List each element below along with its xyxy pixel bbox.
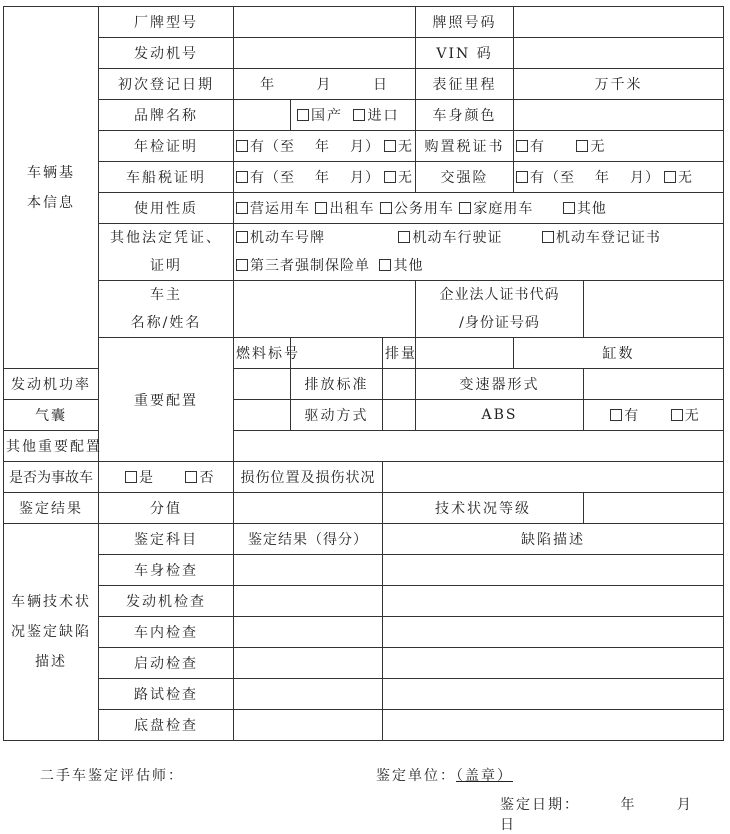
usage-option-label: 公务用车 xyxy=(393,201,454,217)
owner-id-label-line2: /身份证号码 xyxy=(459,315,540,331)
insurance-options xyxy=(514,162,724,193)
year-label: 年 xyxy=(315,170,330,186)
inspection-defect-field[interactable] xyxy=(383,617,724,648)
vin-field[interactable] xyxy=(514,38,724,69)
vessel-tax-options xyxy=(234,162,416,193)
to-label: 至 xyxy=(280,139,295,155)
vessel-tax-label: 车船税证明 xyxy=(99,162,234,193)
config-section: 重要配置 xyxy=(99,338,234,462)
inspection-cert-label: 年检证明 xyxy=(99,131,234,162)
to-label: 至 xyxy=(280,170,295,186)
inspection-section-line2: 况鉴定缺陷 xyxy=(11,624,91,640)
purchase-have-checkbox[interactable] xyxy=(516,140,528,152)
inspection-defect-field[interactable] xyxy=(383,710,724,741)
accident-yes-checkbox[interactable] xyxy=(125,471,137,483)
have-label: 有 xyxy=(530,170,546,186)
inspection-result-field[interactable] xyxy=(234,586,383,617)
emission-label: 排放标准 xyxy=(291,369,383,400)
inspection-section-line1: 车辆技术状 xyxy=(11,594,91,610)
result-label: 鉴定结果 xyxy=(4,493,99,524)
inspection-defect-field[interactable] xyxy=(383,586,724,617)
imported-checkbox[interactable] xyxy=(353,109,365,121)
inspection-defect-field[interactable] xyxy=(383,648,724,679)
owner-field[interactable] xyxy=(234,281,416,338)
paren-close: ） xyxy=(365,170,380,186)
none-label: 无 xyxy=(398,139,413,155)
inspection-section xyxy=(4,524,99,741)
first-reg-field[interactable] xyxy=(234,69,416,100)
month-label: 月 xyxy=(350,170,365,186)
drive-label: 驱动方式 xyxy=(291,400,383,431)
year-label: 年 xyxy=(595,170,611,186)
inspection-item-chassis: 底盘检查 xyxy=(99,710,234,741)
purchase-tax-label: 购置税证书 xyxy=(416,131,514,162)
yes-label: 是 xyxy=(139,470,155,486)
brand-model-label: 厂牌型号 xyxy=(99,7,234,38)
usage-checkbox-family[interactable] xyxy=(459,202,471,214)
purchase-none-checkbox[interactable] xyxy=(576,140,588,152)
other-config-field[interactable] xyxy=(234,431,724,462)
owner-id-label-line1: 企业法人证书代码 xyxy=(439,287,560,303)
insurance-label: 交强险 xyxy=(416,162,514,193)
have-label: 有 xyxy=(530,139,547,155)
fuel-field[interactable] xyxy=(291,338,383,369)
insurance-none-checkbox[interactable] xyxy=(664,171,676,183)
docs-checkbox-plate[interactable] xyxy=(236,231,248,243)
usage-checkbox-taxi[interactable] xyxy=(315,202,327,214)
date-day: 日 xyxy=(372,77,389,93)
power-field[interactable] xyxy=(234,369,291,400)
damage-label: 损伤位置及损伤状况 xyxy=(234,462,383,493)
inspection-result-field[interactable] xyxy=(234,710,383,741)
accident-no-checkbox[interactable] xyxy=(185,471,197,483)
docs-checkbox-registration[interactable] xyxy=(542,231,554,243)
inspection-item-body: 车身检查 xyxy=(99,555,234,586)
date-label: 鉴定日期： xyxy=(500,797,580,813)
inspection-result-field[interactable] xyxy=(234,679,383,710)
fuel-label: 燃料标号 xyxy=(234,338,291,369)
usage-option-label: 其他 xyxy=(576,201,607,217)
seal-label: （盖章） xyxy=(456,768,513,784)
inspection-result-field[interactable] xyxy=(234,648,383,679)
paren-open: （ xyxy=(265,170,280,186)
grade-label: 技术状况等级 xyxy=(383,493,584,524)
abs-options xyxy=(584,400,724,431)
none-label: 无 xyxy=(684,408,701,424)
purchase-tax-options xyxy=(514,131,724,162)
inspection-cert-options xyxy=(234,131,416,162)
mileage-label: 表征里程 xyxy=(416,69,514,100)
body-color-label: 车身颜色 xyxy=(416,100,514,131)
docs-option-label: 第三者强制保险单 xyxy=(250,258,370,274)
accident-label: 是否为事故车 xyxy=(4,462,99,493)
date-day: 日 xyxy=(500,817,516,833)
usage-option-label: 营运用车 xyxy=(250,201,310,217)
docs-option-label: 机动车号牌 xyxy=(250,230,325,246)
owner-id-label xyxy=(416,281,584,338)
brand-name-label: 品牌名称 xyxy=(99,100,234,131)
have-label: 有 xyxy=(624,408,641,424)
grade-field[interactable] xyxy=(584,493,724,524)
transmission-field[interactable] xyxy=(584,369,724,400)
none-label: 无 xyxy=(678,170,694,186)
inspection-result-field[interactable] xyxy=(234,555,383,586)
body-color-field[interactable] xyxy=(514,100,724,131)
date-year: 年 xyxy=(620,797,637,813)
docs-option-label: 机动车登记证书 xyxy=(555,230,661,246)
year-label: 年 xyxy=(315,139,330,155)
docs-checkbox-insurance[interactable] xyxy=(236,259,248,271)
date-month: 月 xyxy=(676,797,693,813)
paren-close: ） xyxy=(365,139,380,155)
owner-label xyxy=(99,281,234,338)
usage-checkbox-other[interactable] xyxy=(563,202,575,214)
mileage-unit: 万千米 xyxy=(594,77,643,93)
inspection-item-road-test: 路试检查 xyxy=(99,679,234,710)
engine-no-label: 发动机号 xyxy=(99,38,234,69)
vin-label: VIN 码 xyxy=(416,38,514,69)
to-label: 至 xyxy=(560,170,576,186)
docs-checkbox-other[interactable] xyxy=(379,259,391,271)
abs-none-checkbox[interactable] xyxy=(671,409,683,421)
docs-option-label: 机动车行驶证 xyxy=(412,230,503,246)
unit-label: 鉴定单位： xyxy=(376,768,456,784)
docs-options xyxy=(234,224,724,281)
date-month: 月 xyxy=(316,77,333,93)
engine-no-field[interactable] xyxy=(234,38,416,69)
displacement-field[interactable] xyxy=(416,338,514,369)
usage-checkbox-commercial[interactable] xyxy=(236,202,248,214)
owner-label-line2: 名称/姓名 xyxy=(130,315,202,331)
other-config-label: 其他重要配置 xyxy=(4,431,99,462)
brand-model-field[interactable] xyxy=(234,7,416,38)
usage-checkbox-official[interactable] xyxy=(380,202,392,214)
inspection-item-interior: 车内检查 xyxy=(99,617,234,648)
other-docs-label-line2: 证明 xyxy=(150,258,182,274)
appraisal-unit-line xyxy=(376,765,537,785)
damage-field[interactable] xyxy=(383,462,724,493)
abs-have-checkbox[interactable] xyxy=(610,409,622,421)
have-label: 有 xyxy=(250,170,265,186)
month-label: 月 xyxy=(630,170,646,186)
inspection-defect-field[interactable] xyxy=(383,679,724,710)
first-reg-label: 初次登记日期 xyxy=(99,69,234,100)
owner-id-field[interactable] xyxy=(584,281,724,338)
inspection-item-engine: 发动机检查 xyxy=(99,586,234,617)
airbag-field[interactable] xyxy=(234,400,291,431)
other-docs-label-line1: 其他法定凭证、 xyxy=(110,230,222,246)
none-label: 无 xyxy=(590,139,607,155)
power-label: 发动机功率 xyxy=(4,369,99,400)
usage-option-label: 出租车 xyxy=(329,201,375,217)
score-field[interactable] xyxy=(234,493,383,524)
mileage-field[interactable] xyxy=(514,69,724,100)
transmission-label: 变速器形式 xyxy=(416,369,584,400)
displacement-label: 排量 xyxy=(383,338,416,369)
accident-options xyxy=(99,462,234,493)
owner-label-line1: 车主 xyxy=(150,287,182,303)
other-docs-label xyxy=(99,224,234,281)
score-label: 分值 xyxy=(99,493,234,524)
usage-label: 使用性质 xyxy=(99,193,234,224)
have-label: 有 xyxy=(250,139,265,155)
vehicle-appraisal-form xyxy=(3,6,724,741)
month-label: 月 xyxy=(350,139,365,155)
cylinders-label: 缸数 xyxy=(514,338,724,369)
col-result-header: 鉴定结果（得分） xyxy=(234,524,383,555)
emission-field[interactable] xyxy=(383,369,416,400)
paren-open: （ xyxy=(545,170,561,186)
plate-no-field[interactable] xyxy=(514,7,724,38)
imported-label: 进口 xyxy=(367,108,400,124)
vessel-have-checkbox[interactable] xyxy=(236,171,248,183)
inspection-have-checkbox[interactable] xyxy=(236,140,248,152)
inspection-section-line3: 描述 xyxy=(35,654,67,670)
airbag-label: 气囊 xyxy=(4,400,99,431)
domestic-label: 国产 xyxy=(311,108,343,124)
none-label: 无 xyxy=(398,170,413,186)
domestic-checkbox[interactable] xyxy=(297,109,309,121)
basic-info-section: 车辆基本信息 xyxy=(4,7,99,369)
vessel-none-checkbox[interactable] xyxy=(384,171,396,183)
paren-open: （ xyxy=(265,139,280,155)
abs-label: ABS xyxy=(416,400,584,431)
inspection-item-startup: 启动检查 xyxy=(99,648,234,679)
inspection-defect-field[interactable] xyxy=(383,555,724,586)
drive-field[interactable] xyxy=(383,400,416,431)
col-defect-header: 缺陷描述 xyxy=(383,524,724,555)
insurance-have-checkbox[interactable] xyxy=(516,171,528,183)
usage-options xyxy=(234,193,724,224)
appraisal-date-line xyxy=(500,794,730,834)
inspection-result-field[interactable] xyxy=(234,617,383,648)
usage-option-label: 家庭用车 xyxy=(473,201,534,217)
no-label: 否 xyxy=(199,470,216,486)
docs-option-label: 其他 xyxy=(393,258,424,274)
col-item-header: 鉴定科目 xyxy=(99,524,234,555)
origin-options xyxy=(291,100,416,131)
plate-no-label: 牌照号码 xyxy=(416,7,514,38)
paren-close: ） xyxy=(645,170,661,186)
docs-checkbox-license[interactable] xyxy=(398,231,410,243)
appraiser-signature-line: 二手车鉴定评估师： xyxy=(40,768,184,784)
date-year: 年 xyxy=(260,77,277,93)
brand-name-field[interactable] xyxy=(234,100,291,131)
inspection-none-checkbox[interactable] xyxy=(384,140,396,152)
